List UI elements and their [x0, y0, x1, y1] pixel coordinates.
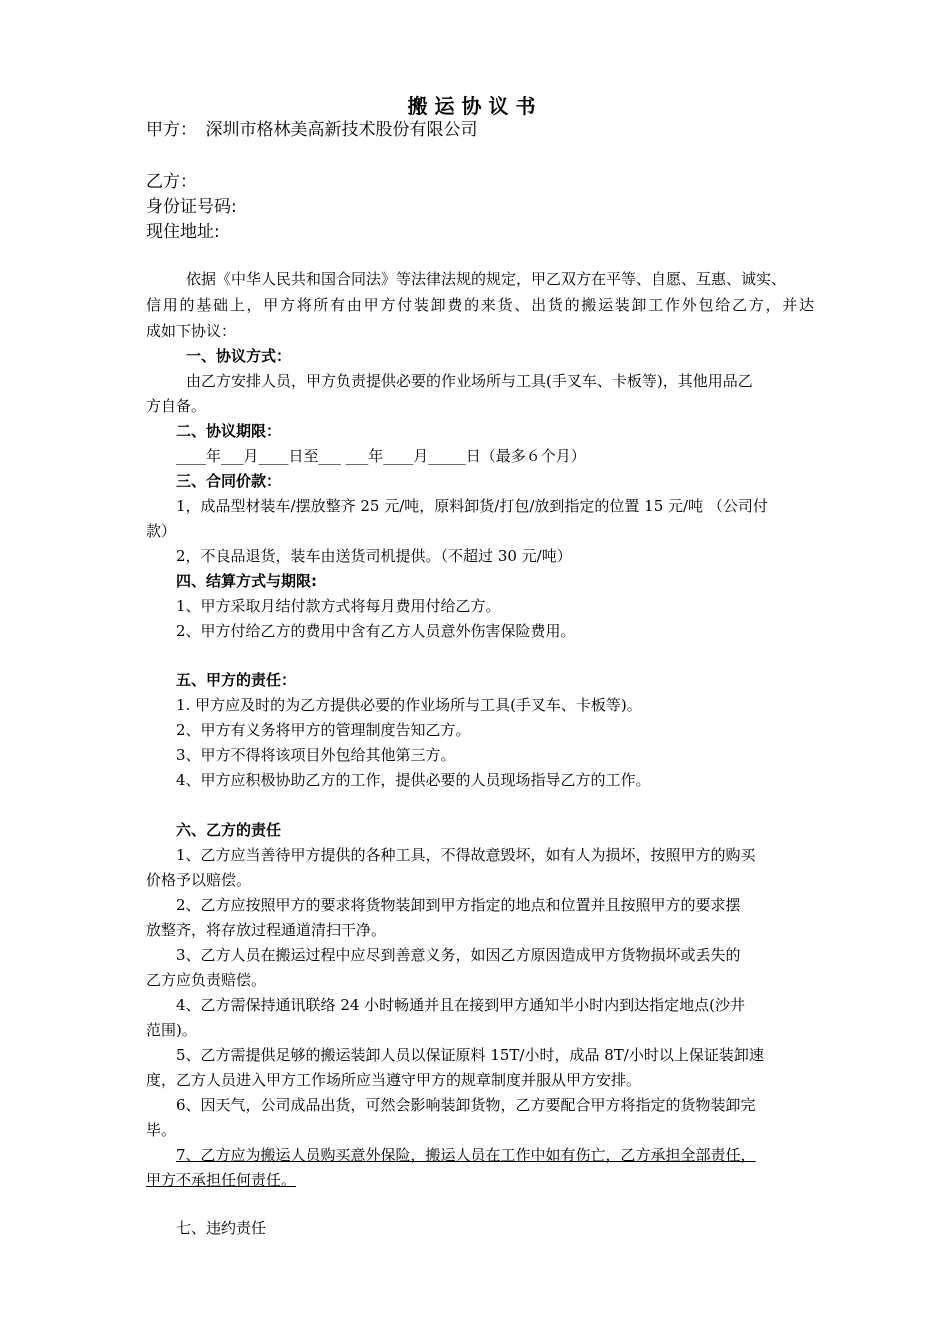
- intro-line-3: 成如下协议：: [146, 322, 237, 340]
- section-6-line-2: 价格予以赔偿。: [146, 871, 252, 889]
- id-number-line: 身份证号码:: [146, 197, 237, 217]
- section-6-line-10: 度，乙方人员进入甲方工作场所应当遵守甲方的规章制度并服从甲方安排。: [146, 1071, 642, 1089]
- section-2-heading: 二、协议期限：: [176, 422, 282, 440]
- section-6-line-5: 3、乙方人员在搬运过程中应尽到善意义务，如因乙方原因造成甲方货物损坏或丢失的: [176, 946, 741, 964]
- party-b-line: 乙方：: [146, 172, 197, 192]
- section-4-line-1: 1、甲方采取月结付款方式将每月费用付给乙方。: [176, 597, 501, 615]
- section-5-line-3: 3、甲方不得将该项目外包给其他第三方。: [176, 746, 456, 764]
- section-6-line-11: 6、因天气，公司成品出货，可然会影响装卸货物，乙方要配合甲方将指定的货物装卸完: [176, 1096, 756, 1114]
- section-4-line-2: 2、甲方付给乙方的费用中含有乙方人员意外伤害保险费用。: [176, 622, 576, 640]
- section-5-line-4: 4、甲方应积极协助乙方的工作，提供必要的人员现场指导乙方的工作。: [176, 771, 651, 789]
- section-6-line-1: 1、乙方应当善待甲方提供的各种工具，不得故意毁坏，如有人为损坏，按照甲方的购买: [176, 846, 756, 864]
- section-6-line-3: 2、乙方应按照甲方的要求将货物装卸到甲方指定的地点和位置并且按照甲方的要求摆: [176, 896, 741, 914]
- section-1-line-1: 由乙方安排人员，甲方负责提供必要的作业场所与工具(手叉车、卡板等)，其他用品乙: [186, 372, 753, 390]
- section-6-line-4: 放整齐，将存放过程通道清扫干净。: [146, 921, 387, 939]
- section-5-line-2: 2、甲方有义务将甲方的管理制度告知乙方。: [176, 721, 471, 739]
- section-6-line-8: 范围)。: [146, 1021, 197, 1039]
- section-6-line-6: 乙方应负责赔偿。: [146, 971, 267, 989]
- section-1-line-2: 方自备。: [146, 397, 207, 415]
- section-4-heading: 四、结算方式与期限:: [176, 572, 317, 590]
- section-5-heading: 五、甲方的责任：: [176, 671, 297, 689]
- section-3-heading: 三、合同价款：: [176, 472, 282, 490]
- intro-line-2: 信用的基础上，甲方将所有由甲方付装卸费的来货、出货的搬运装卸工作外包给乙方，并达: [146, 296, 814, 314]
- section-6-line-12: 毕。: [146, 1121, 177, 1139]
- section-3-line-2: 款）: [146, 522, 177, 540]
- section-2-period: ____年___月____日至___ ___年____月_____日（最多６个月）: [176, 447, 586, 465]
- section-6-line-9: 5、乙方需提供足够的搬运装卸人员以保证原料 15T/小时，成品 8T/小时以上保证装卸速: [176, 1046, 764, 1064]
- party-a-line: 甲方： 深圳市格林美高新技术股份有限公司: [146, 120, 478, 140]
- intro-line-1: 依据《中华人民共和国合同法》等法律法规的规定，甲乙双方在平等、自愿、互惠、诚实、: [186, 270, 787, 288]
- section-7-heading: 七、违约责任: [176, 1219, 267, 1237]
- document-title: 搬运协议书: [407, 94, 543, 118]
- section-3-line-1: 1，成品型材装车/摆放整齐 25 元/吨，原料卸货/打包/放到指定的位置 15 元/吨 （公司付: [176, 497, 768, 515]
- section-6-line-7: 4、乙方需保持通讯联络 24 小时畅通并且在接到甲方通知半小时内到达指定地点(沙井: [176, 996, 746, 1014]
- section-3-line-3: 2，不良品退货，装车由送货司机提供。（不超过 30 元/吨）: [176, 547, 572, 565]
- section-6-heading: 六、乙方的责任: [176, 821, 282, 839]
- section-5-line-1: 1. 甲方应及时的为乙方提供必要的作业场所与工具(手叉车、卡板等)。: [176, 696, 642, 714]
- address-line: 现住地址:: [146, 222, 220, 242]
- section-6-line-14: 甲方不承担任何责任。: [146, 1171, 297, 1189]
- section-1-heading: 一、协议方式：: [186, 347, 292, 365]
- section-6-line-13: 7、乙方应为搬运人员购买意外保险，搬运人员在工作中如有伤亡，乙方承担全部责任，: [176, 1146, 756, 1164]
